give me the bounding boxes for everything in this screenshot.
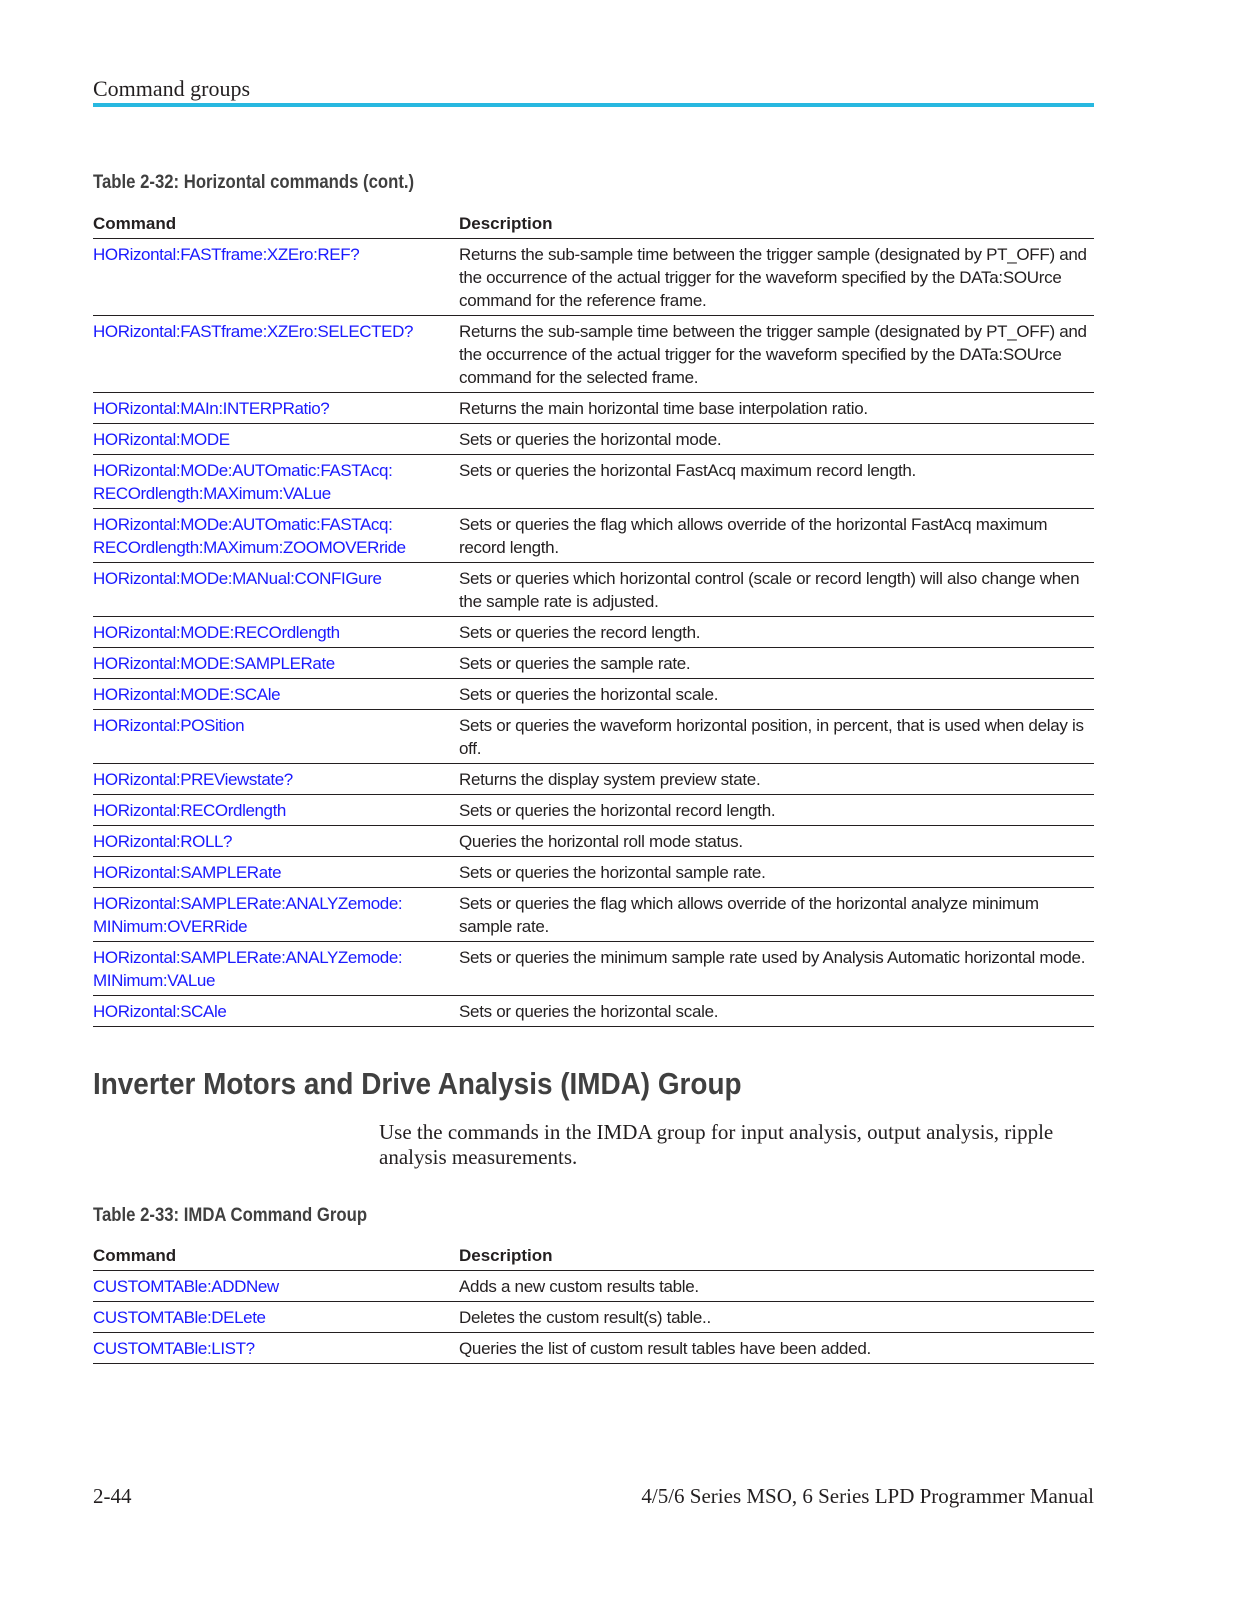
command-description: Sets or queries which horizontal control (scale or record length) will also change when the sample rate is adjusted. [459, 563, 1094, 617]
command-description: Sets or queries the horizontal mode. [459, 424, 1094, 455]
command-description: Returns the main horizontal time base interpolation ratio. [459, 393, 1094, 424]
table-row [93, 424, 1094, 455]
section-intro: Use the commands in the IMDA group for input analysis, output analysis, ripple analysis measurements. [379, 1120, 1054, 1169]
command-link[interactable]: HORizontal:FASTframe:XZEro:REF? [93, 239, 459, 316]
table-row [93, 239, 1094, 316]
column-header-command: Command [93, 212, 459, 239]
command-description: Deletes the custom result(s) table.. [459, 1302, 1094, 1333]
command-link[interactable]: HORizontal:MAIn:INTERPRatio? [93, 393, 459, 424]
manual-title: 4/5/6 Series MSO, 6 Series LPD Programmer Manual [641, 1484, 1094, 1508]
table-row [93, 617, 1094, 648]
command-description: Sets or queries the horizontal sample rate. [459, 857, 1094, 888]
table-row [93, 996, 1094, 1027]
command-description: Sets or queries the sample rate. [459, 648, 1094, 679]
imda-commands-table [93, 1244, 1094, 1364]
table-row [93, 648, 1094, 679]
command-link[interactable]: HORizontal:MODe:AUTOmatic:FASTAcq: RECOrdlength:MAXimum:VALue [93, 455, 459, 509]
column-header-description: Description [459, 1244, 1094, 1271]
table-row [93, 942, 1094, 996]
table-row [93, 764, 1094, 795]
page-number: 2-44 [93, 1484, 132, 1508]
command-link[interactable]: HORizontal:PREViewstate? [93, 764, 459, 795]
table-row [93, 1271, 1094, 1302]
command-link[interactable]: HORizontal:RECOrdlength [93, 795, 459, 826]
command-link[interactable]: CUSTOMTABle:DELete [93, 1302, 459, 1333]
table-row [93, 679, 1094, 710]
table-row [93, 826, 1094, 857]
table-row [93, 857, 1094, 888]
command-description: Sets or queries the horizontal record length. [459, 795, 1094, 826]
table-header-row [93, 1244, 1094, 1271]
command-description: Queries the list of custom result tables have been added. [459, 1333, 1094, 1364]
horizontal-commands-table [93, 212, 1094, 1027]
command-description: Adds a new custom results table. [459, 1271, 1094, 1302]
table-row [93, 710, 1094, 764]
section-heading: Inverter Motors and Drive Analysis (IMDA) Group [93, 1066, 742, 1101]
command-link[interactable]: HORizontal:MODe:MANual:CONFIGure [93, 563, 459, 617]
command-link[interactable]: HORizontal:MODE [93, 424, 459, 455]
table-row [93, 888, 1094, 942]
table-row [93, 455, 1094, 509]
command-link[interactable]: HORizontal:SAMPLERate:ANALYZemode: MINimum:VALue [93, 942, 459, 996]
command-description: Sets or queries the flag which allows override of the horizontal FastAcq maximum record length. [459, 509, 1094, 563]
command-link[interactable]: HORizontal:MODE:SCAle [93, 679, 459, 710]
command-link[interactable]: HORizontal:MODE:RECOrdlength [93, 617, 459, 648]
table-header-row [93, 212, 1094, 239]
page-header-title: Command groups [93, 76, 251, 101]
command-description: Sets or queries the horizontal FastAcq maximum record length. [459, 455, 1094, 509]
command-link[interactable]: HORizontal:MODe:AUTOmatic:FASTAcq: RECOrdlength:MAXimum:ZOOMOVERride [93, 509, 459, 563]
command-link[interactable]: HORizontal:SCAle [93, 996, 459, 1027]
command-description: Sets or queries the horizontal scale. [459, 996, 1094, 1027]
command-description: Sets or queries the minimum sample rate used by Analysis Automatic horizontal mode. [459, 942, 1094, 996]
table-row [93, 563, 1094, 617]
command-link[interactable]: CUSTOMTABle:ADDNew [93, 1271, 459, 1302]
header-rule [93, 103, 1094, 107]
table-row [93, 316, 1094, 393]
command-description: Returns the sub-sample time between the trigger sample (designated by PT_OFF) and the occurrence of the actual trigger for the waveform specified by the DATa:SOUrce command for the reference frame. [459, 239, 1094, 316]
table-title: Table 2-32: Horizontal commands (cont.) [93, 172, 415, 193]
table-row [93, 1333, 1094, 1364]
command-description: Sets or queries the horizontal scale. [459, 679, 1094, 710]
command-link[interactable]: HORizontal:ROLL? [93, 826, 459, 857]
command-description: Sets or queries the flag which allows override of the horizontal analyze minimum sample rate. [459, 888, 1094, 942]
column-header-command: Command [93, 1244, 459, 1271]
column-header-description: Description [459, 212, 1094, 239]
command-link[interactable]: CUSTOMTABle:LIST? [93, 1333, 459, 1364]
table-title: Table 2-33: IMDA Command Group [93, 1205, 368, 1226]
command-description: Returns the sub-sample time between the trigger sample (designated by PT_OFF) and the occurrence of the actual trigger for the waveform specified by the DATa:SOUrce command for the selected frame. [459, 316, 1094, 393]
command-description: Returns the display system preview state. [459, 764, 1094, 795]
table-row [93, 1302, 1094, 1333]
command-link[interactable]: HORizontal:SAMPLERate:ANALYZemode: MINimum:OVERRide [93, 888, 459, 942]
command-description: Sets or queries the record length. [459, 617, 1094, 648]
command-description: Sets or queries the waveform horizontal position, in percent, that is used when delay is off. [459, 710, 1094, 764]
command-description: Queries the horizontal roll mode status. [459, 826, 1094, 857]
table-row [93, 393, 1094, 424]
command-link[interactable]: HORizontal:POSition [93, 710, 459, 764]
command-link[interactable]: HORizontal:SAMPLERate [93, 857, 459, 888]
command-link[interactable]: HORizontal:MODE:SAMPLERate [93, 648, 459, 679]
table-row [93, 795, 1094, 826]
command-link[interactable]: HORizontal:FASTframe:XZEro:SELECTED? [93, 316, 459, 393]
table-row [93, 509, 1094, 563]
